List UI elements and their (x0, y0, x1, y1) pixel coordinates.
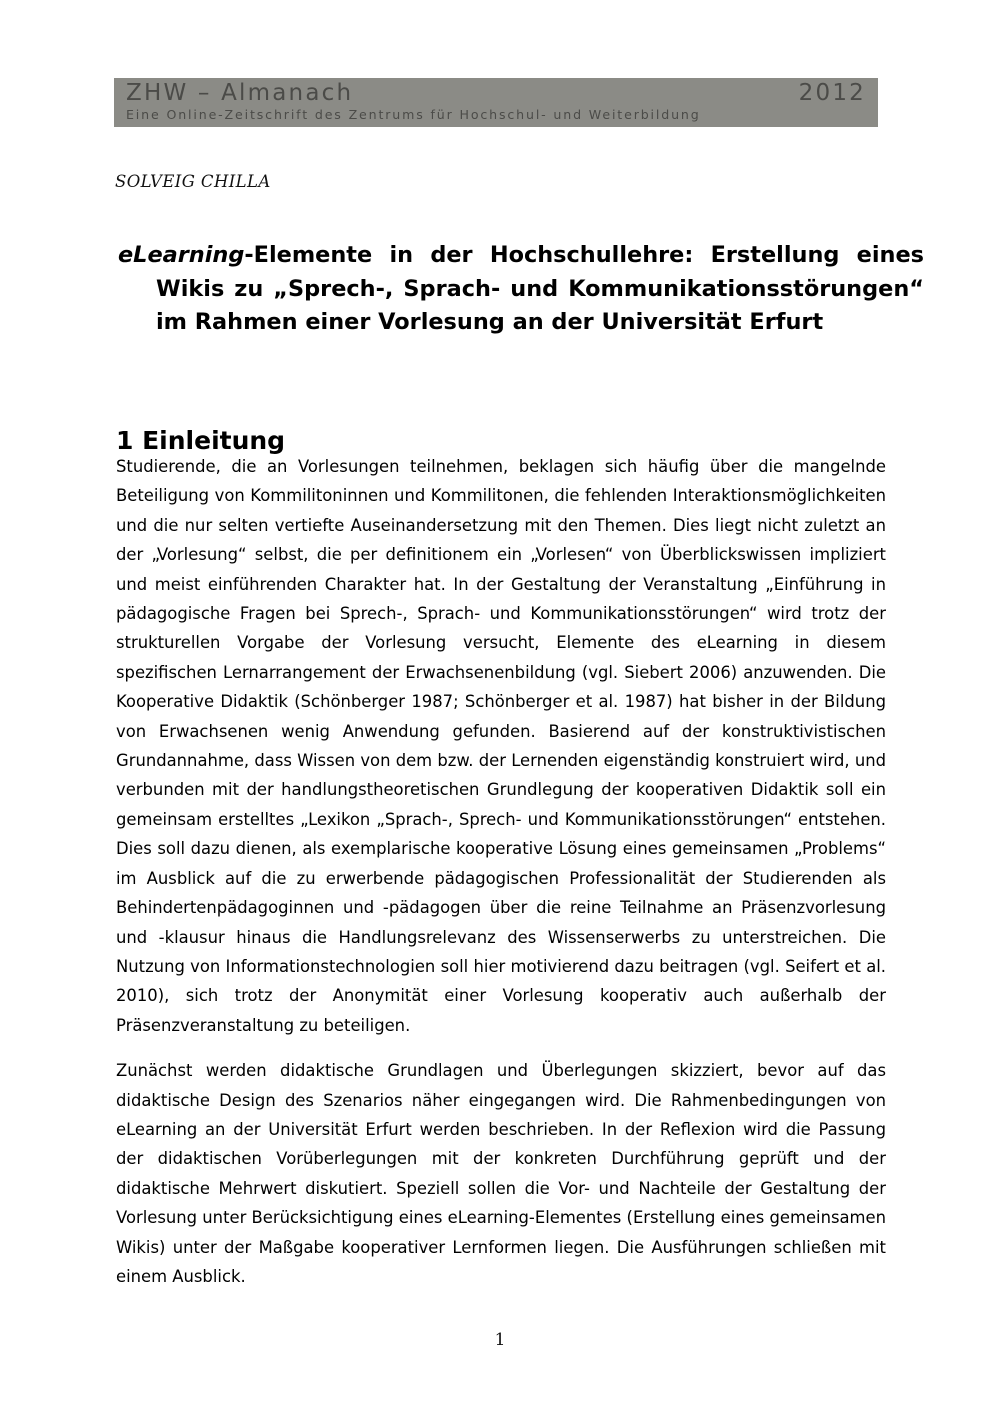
journal-title: ZHW – Almanach (126, 80, 354, 106)
page-number: 1 (494, 1330, 506, 1350)
section-heading-einleitung: 1 Einleitung (116, 425, 286, 455)
publication-year: 2012 (798, 80, 866, 106)
section-body (116, 452, 886, 1291)
paragraph: Zunächst werden didaktische Grundlagen und Überlegungen skizziert, bevor auf das didaktische Design des Szenarios näher eingegangen wird. Die Rahmenbedingungen von eLearning an der Universität Erfurt werden beschrieben. In der Reflexion wird die Passung der didaktischen Vorüberlegungen mit der konkreten Durchführung geprüft und der didaktische Mehrwert diskutiert. Speziell sollen die Vor- und Nachteile der Gestaltung der Vorlesung unter Berücksichtigung eines eLearning-Elementes (Erstellung eines gemeinsamen Wikis) unter der Maßgabe kooperativer Lernformen liegen. Die Ausführungen schließen mit einem Ausblick. (116, 1061, 886, 1286)
article-title-rest: -Elemente in der Hochschullehre: Erstellung eines Wikis zu „Sprech-, Sprach- und Kommunikationsstörungen“ im Rahmen einer Vorlesung an der Universität Erfurt (156, 242, 924, 335)
article-title-italic-lead: eLearning (118, 242, 245, 268)
paragraph: Studierende, die an Vorlesungen teilnehmen, beklagen sich häufig über die mangelnde Beteiligung von Kommilitoninnen und Kommilitonen, die fehlenden Interaktionsmöglichkeiten und die nur selten vertiefte Auseinandersetzung mit den Themen. Dies liegt nicht zuletzt an der „Vorlesung“ selbst, die per definitionem ein „Vorlesen“ von Überblickswissen impliziert und meist einführenden Charakter hat. In der Gestaltung der Veranstaltung „Einführung in pädagogische Fragen bei Sprech-, Sprach- und Kommunikationsstörungen“ wird trotz der strukturellen Vorgabe der Vorlesung versucht, Elemente des eLearning in diesem spezifischen Lernarrangement der Erwachsenenbildung (vgl. Siebert 2006) anzuwenden. Die Kooperative Didaktik (Schönberger 1987; Schönberger et al. 1987) hat bisher in der Bildung von Erwachsenen wenig Anwendung gefunden. Basierend auf der konstruktivistischen Grundannahme, dass Wissen von dem bzw. der Lernenden eigenständig konstruiert wird, und verbunden mit der handlungstheoretischen Grundlegung der kooperativen Didaktik soll ein gemeinsam erstelltes „Lexikon „Sprach-, Sprech- und Kommunikationsstörungen“ entstehen. Dies soll dazu dienen, als exemplarische kooperative Lösung eines gemeinsamen „Problems“ im Ausblick auf die zu erwerbende pädagogischen Professionalität der Studierenden als Behindertenpädagoginnen und -pädagogen über die reine Teilnahme an Präsenzvorlesung und -klausur hinaus die Handlungsrelevanz des Wissenserwerbs zu unterstreichen. Die Nutzung von Informationstechnologien soll hier motivierend dazu beitragen (vgl. Seifert et al. 2010), sich trotz der Anonymität einer Vorlesung kooperativ auch außerhalb der Präsenzveranstaltung zu beteiligen. (116, 457, 886, 1035)
article-author: SOLVEIG CHILLA (115, 172, 271, 191)
article-title (118, 239, 924, 340)
header-top-row (126, 82, 866, 105)
journal-subtitle: Eine Online-Zeitschrift des Zentrums für Hochschul- und Weiterbildung (126, 107, 701, 122)
running-header-banner (114, 78, 878, 127)
